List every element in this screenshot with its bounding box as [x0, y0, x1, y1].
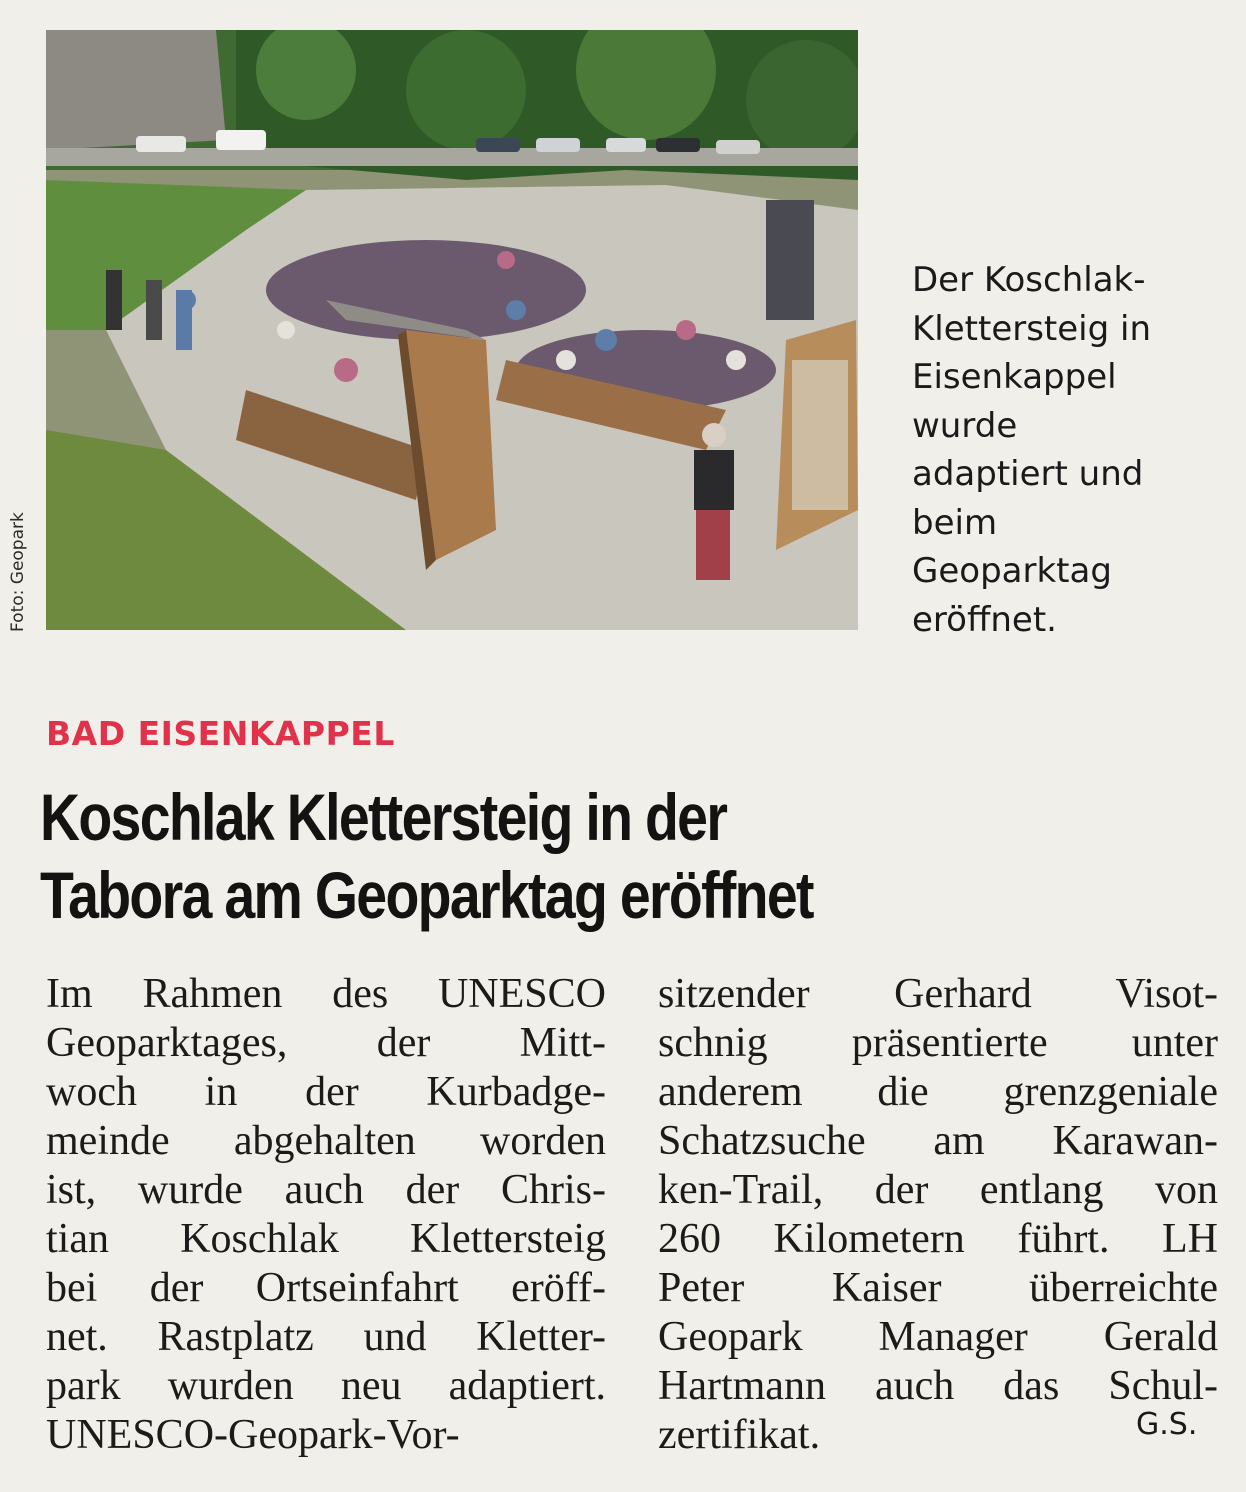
- body-line: net. Rastplatz und Kletter-: [46, 1314, 606, 1360]
- caption-line: Klettersteig in: [912, 308, 1152, 349]
- caption-line: adaptiert und: [912, 454, 1144, 494]
- body-line: Geoparktages, der Mitt-: [46, 1020, 606, 1066]
- event-photo: [46, 30, 858, 630]
- article-column-2: [658, 970, 1218, 1460]
- body-line: ist, wurde auch der Chris-: [46, 1167, 606, 1213]
- body-line: Schatzsuche am Karawan-: [658, 1118, 1218, 1164]
- body-line: anderem die grenzgeniale: [658, 1069, 1218, 1115]
- photo-caption: [912, 256, 1232, 644]
- headline-line: Tabora am Geoparktag eröffnet: [40, 858, 813, 932]
- body-line: schnig präsentierte unter: [658, 1020, 1218, 1066]
- caption-line: eröffnet.: [912, 599, 1057, 640]
- body-line: Im Rahmen des UNESCO: [46, 971, 606, 1017]
- caption-line: Geoparktag: [912, 551, 1112, 591]
- caption-line: wurde: [912, 405, 1018, 446]
- body-line: Hartmann auch das Schul-: [658, 1363, 1218, 1409]
- photo-credit: Foto: Geopark: [8, 512, 28, 632]
- body-line: sitzender Gerhard Visot-: [658, 971, 1218, 1017]
- location-kicker: BAD EISENKAPPEL: [46, 714, 395, 753]
- body-line: meinde abgehalten worden: [46, 1118, 606, 1164]
- caption-line: beim: [912, 502, 998, 543]
- body-line: 260 Kilometern führt. LH: [658, 1216, 1218, 1262]
- body-line: zertifikat.: [658, 1412, 821, 1458]
- article-column-1: [46, 970, 606, 1460]
- body-line: tian Koschlak Klettersteig: [46, 1216, 606, 1262]
- headline-line: Koschlak Klettersteig in der: [40, 780, 727, 854]
- caption-line: Eisenkappel: [912, 357, 1117, 397]
- body-line: Peter Kaiser überreichte: [658, 1265, 1218, 1311]
- body-line: park wurden neu adaptiert.: [46, 1363, 606, 1409]
- event-photo-illustration: [46, 30, 858, 630]
- body-line: Geopark Manager Gerald: [658, 1314, 1218, 1360]
- body-line: ken-Trail, der entlang von: [658, 1167, 1218, 1213]
- body-line: bei der Ortseinfahrt eröff-: [46, 1265, 606, 1311]
- article-headline: [40, 778, 880, 934]
- author-initials: G.S.: [1136, 1407, 1198, 1442]
- caption-line: Der Koschlak-: [912, 260, 1146, 300]
- body-line: UNESCO-Geopark-Vor-: [46, 1412, 460, 1458]
- body-line: woch in der Kurbadge-: [46, 1069, 606, 1115]
